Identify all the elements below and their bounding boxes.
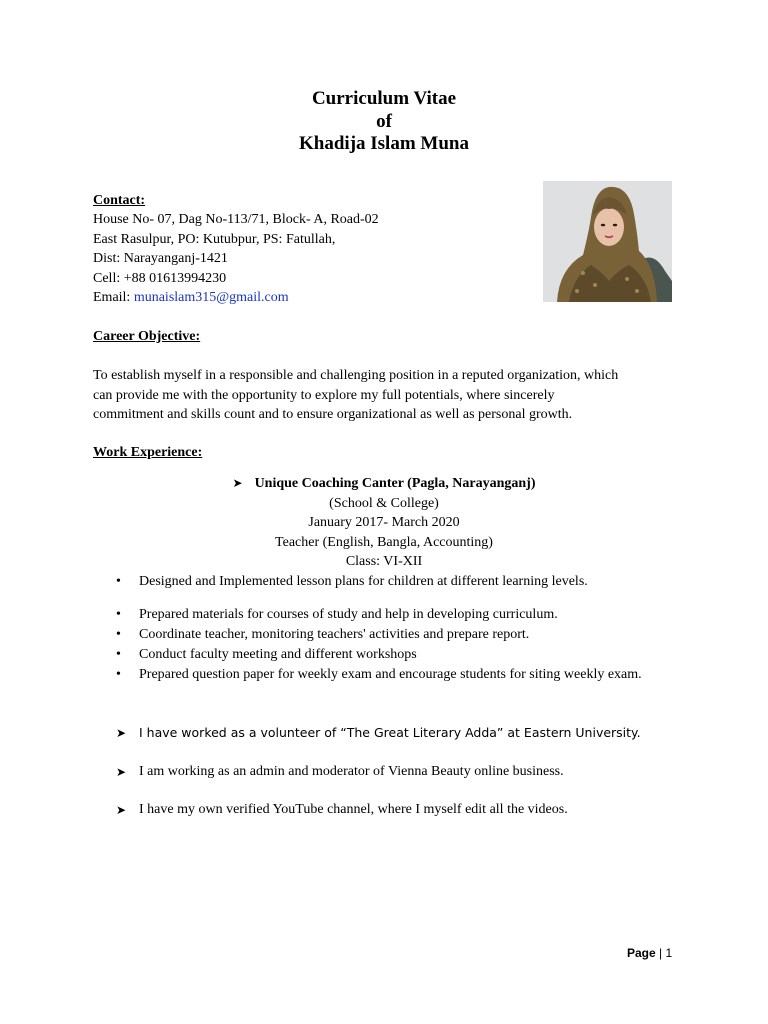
page-number: 1: [665, 946, 673, 960]
address-line-2: East Rasulpur, PO: Kutubpur, PS: Fatullah,: [93, 231, 336, 247]
title-line-3: Khadija Islam Muna: [299, 133, 469, 154]
bullet-icon: •: [116, 574, 121, 589]
bullet-icon: •: [116, 607, 121, 622]
arrow-bullet-icon: ➤: [116, 803, 127, 817]
title-line-2: of: [376, 110, 392, 132]
job-title: Unique Coaching Canter (Pagla, Narayanganj): [254, 476, 536, 491]
page-separator: |: [659, 946, 663, 960]
bullet-icon: •: [116, 627, 121, 642]
portrait-illustration: [543, 181, 672, 302]
arrow-bullet-icon: ➤: [116, 765, 127, 779]
bullet-icon: •: [116, 667, 121, 682]
arrow-bullet-icon: ➤: [232, 476, 243, 490]
email-link[interactable]: munaislam315@gmail.com: [133, 290, 289, 305]
job-class: Class: VI-XII: [345, 554, 423, 569]
extra-activity-item: I am working as an admin and moderator of Vienna Beauty online business.: [139, 764, 564, 779]
objective-line-1: To establish myself in a responsible and challenging position in a reputed organization, which: [93, 368, 619, 383]
cell-number: Cell: +88 01613994230: [93, 270, 227, 286]
objective-line-3: commitment and skills count and to ensure organizational as well as personal growth.: [93, 407, 573, 422]
arrow-bullet-icon: ➤: [116, 726, 127, 740]
duty-item: Conduct faculty meeting and different workshops: [139, 647, 417, 662]
cv-title: [0, 88, 768, 156]
contact-heading: Contact:: [93, 193, 146, 208]
profile-photo: [543, 181, 672, 302]
career-objective-heading: Career Objective:: [93, 329, 201, 344]
email-label: Email:: [93, 290, 134, 305]
page-footer: [627, 946, 672, 960]
email-line: [93, 288, 289, 308]
bullet-icon: •: [116, 647, 121, 662]
duty-item: Designed and Implemented lesson plans for children at different learning levels.: [139, 574, 588, 589]
work-experience-heading: Work Experience:: [93, 445, 203, 460]
job-period: January 2017- March 2020: [308, 515, 460, 530]
extra-activity-item: I have worked as a volunteer of “The Great Literary Adda” at Eastern University.: [139, 725, 641, 740]
address-line-1: House No- 07, Dag No-113/71, Block- A, Road-02: [93, 212, 379, 227]
address-line-3: Dist: Narayanganj-1421: [93, 251, 228, 266]
job-title-line: [0, 474, 768, 494]
title-line-1: Curriculum Vitae: [311, 88, 457, 109]
duty-item: Coordinate teacher, monitoring teachers' activities and prepare report.: [139, 627, 530, 642]
objective-line-2: can provide me with the opportunity to explore my full potentials, where sincerely: [93, 387, 555, 403]
duty-item: Prepared question paper for weekly exam and encourage students for siting weekly exam.: [139, 667, 642, 682]
duty-item: Prepared materials for courses of study and help in developing curriculum.: [139, 607, 558, 622]
page-label: Page: [627, 946, 656, 960]
job-type: (School & College): [329, 495, 439, 511]
extra-activity-item: I have my own verified YouTube channel, where I myself edit all the videos.: [139, 802, 568, 817]
job-role: Teacher (English, Bangla, Accounting): [275, 534, 493, 550]
